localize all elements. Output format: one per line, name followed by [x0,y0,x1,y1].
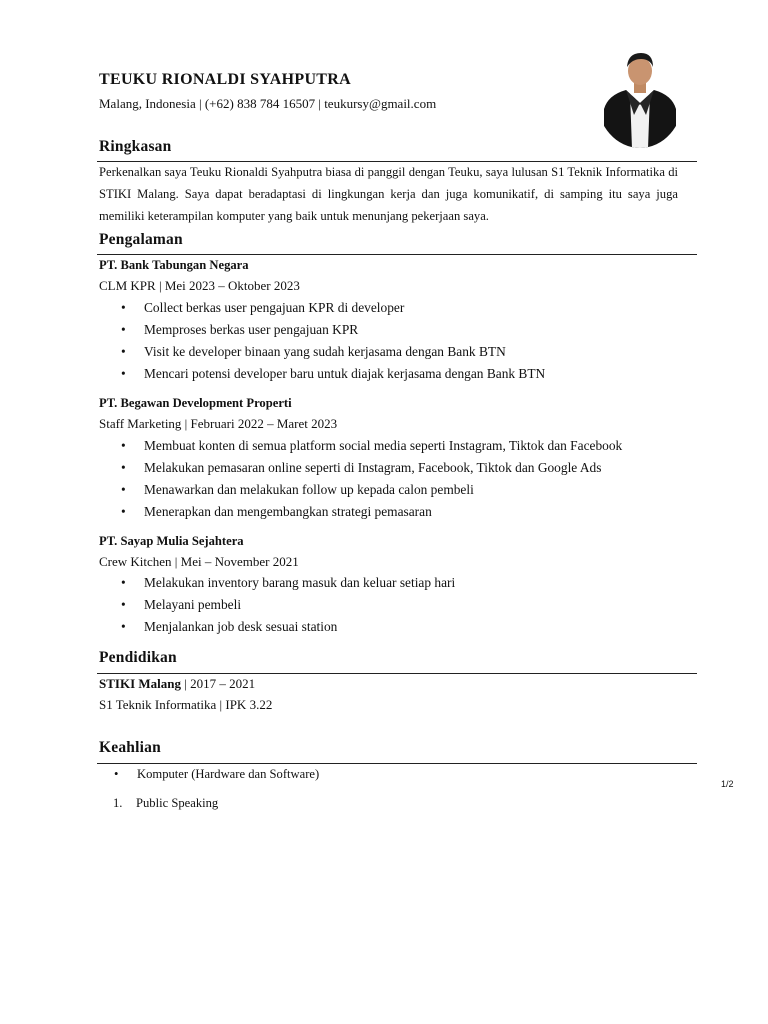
page-number: 1/2 [721,779,734,789]
list-item: • Visit ke developer binaan yang sudah kerjasama dengan Bank BTN [121,344,506,359]
bullet-icon: • [114,767,119,781]
section-divider [97,254,697,255]
candidate-name: TEUKU RIONALDI SYAHPUTRA [99,71,351,88]
contact-info: Malang, Indonesia | (+62) 838 784 16507 | teukursy@gmail.com [99,96,437,111]
section-divider [97,763,697,764]
school-years: | 2017 – 2021 [181,676,256,691]
list-item: • Memproses berkas user pengajuan KPR [121,322,359,337]
profile-photo [596,43,684,149]
summary-text: Perkenalkan saya Teuku Rionaldi Syahputra biasa di panggil dengan Teuku, saya lulusan S1 Teknik Informatika di STIKI Malang. Saya dapat beradaptasi di lingkungan kerja dan juga komunikatif, di samping itu saya juga memiliki keterampilan komputer yang baik untuk menunjang pekerjaan saya. [99,165,678,223]
bullet-icon: • [121,504,126,519]
job-company: PT. Begawan Development Properti [99,396,292,410]
bullet-icon: • [121,482,126,497]
education-school-line [99,676,255,692]
list-item: • Menerapkan dan mengembangkan strategi pemasaran [121,504,432,519]
list-item: • Menjalankan job desk sesuai station [121,619,338,634]
bullet-icon: • [121,575,126,590]
bullet-icon: • [121,460,126,475]
list-item: • Collect berkas user pengajuan KPR di developer [121,300,405,315]
job-company: PT. Sayap Mulia Sejahtera [99,534,244,548]
job-company: PT. Bank Tabungan Negara [99,258,249,272]
bullet-icon: • [121,322,126,337]
job-role: Staff Marketing | Februari 2022 – Maret 2023 [99,416,338,431]
bullet-icon: • [121,597,126,612]
bullet-icon: • [121,344,126,359]
school-name: STIKI Malang [99,676,181,691]
section-divider [97,673,697,674]
skill-item-numbered: 1. Public Speaking [113,796,219,810]
experience-heading: Pengalaman [99,231,183,248]
bullet-icon: • [121,366,126,381]
list-item: • Melayani pembeli [121,597,242,612]
job-role: Crew Kitchen | Mei – November 2021 [99,554,299,569]
bullet-icon: • [121,300,126,315]
list-item: • Membuat konten di semua platform social media seperti Instagram, Tiktok dan Facebook [121,438,623,453]
summary-heading: Ringkasan [99,138,172,155]
education-degree: S1 Teknik Informatika | IPK 3.22 [99,697,273,712]
skills-heading: Keahlian [99,739,161,756]
bullet-icon: • [121,619,126,634]
job-role: CLM KPR | Mei 2023 – Oktober 2023 [99,278,300,293]
list-item: • Melakukan pemasaran online seperti di Instagram, Facebook, Tiktok dan Google Ads [121,460,602,475]
list-item: • Menawarkan dan melakukan follow up kepada calon pembeli [121,482,474,497]
skill-item: • Komputer (Hardware dan Software) [114,767,320,781]
education-heading: Pendidikan [99,649,177,666]
list-item: • Mencari potensi developer baru untuk diajak kerjasama dengan Bank BTN [121,366,546,381]
bullet-icon: • [121,438,126,453]
list-item: • Melakukan inventory barang masuk dan keluar setiap hari [121,575,456,590]
